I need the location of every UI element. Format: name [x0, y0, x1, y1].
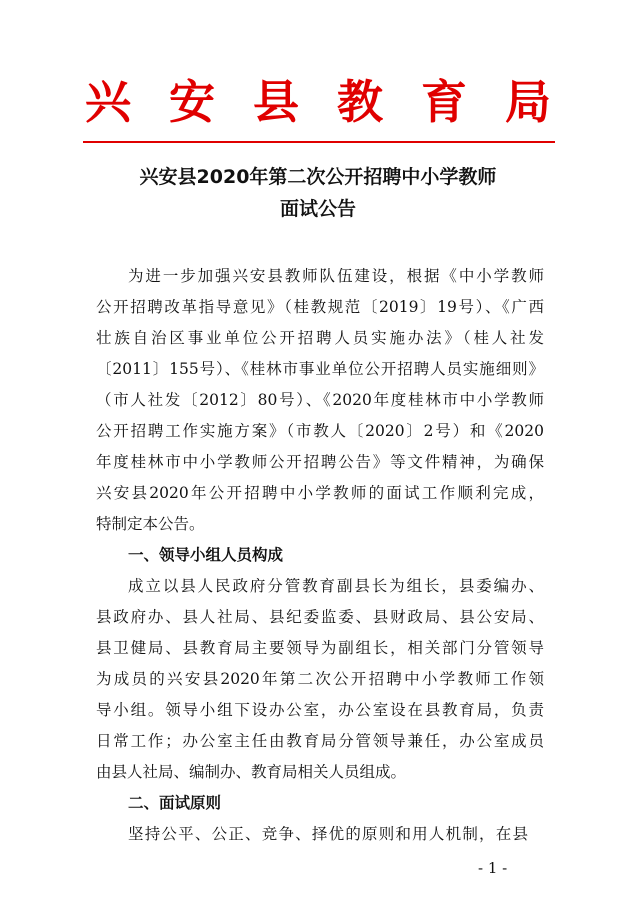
- section-heading-interview-principles: 二、面试原则: [128, 794, 222, 812]
- section-heading-leadership-group: 一、领导小组人员构成: [128, 546, 284, 564]
- paragraph-line: 壮族自治区事业单位公开招聘人员实施办法》（桂人社发: [96, 329, 544, 347]
- letterhead-red-rule: [83, 141, 555, 143]
- document-title-line-1: 兴安县2020年第二次公开招聘中小学教师: [139, 166, 497, 188]
- letterhead-title: 兴安县教育局: [85, 75, 589, 129]
- paragraph-line: 为成员的兴安县2020年第二次公开招聘中小学教师工作领: [96, 670, 544, 688]
- paragraph-line: 日常工作；办公室主任由教育局分管领导兼任，办公室成员: [96, 732, 544, 750]
- paragraph-line: 成立以县人民政府分管教育副县长为组长，县委编办、: [128, 577, 544, 595]
- paragraph-line: 县政府办、县人社局、县纪委监委、县财政局、县公安局、: [96, 608, 544, 626]
- paragraph-line: 公开招聘工作实施方案》（市教人〔2020〕2号）和《2020: [96, 422, 544, 440]
- document-title-line-2: 面试公告: [279, 198, 356, 220]
- paragraph-line: 坚持公平、公正、竞争、择优的原则和用人机制，在县: [128, 825, 528, 843]
- page-number: - 1 -: [478, 859, 508, 877]
- paragraph-line: 公开招聘改革指导意见》（桂教规范〔2019〕19号）、《广西: [96, 298, 544, 316]
- paragraph-line: 〔2011〕155号）、《桂林市事业单位公开招聘人员实施细则》: [96, 360, 544, 378]
- paragraph-line: （市人社发〔2012〕80号）、《2020年度桂林市中小学教师: [96, 391, 544, 409]
- paragraph-line: 由县人社局、编制办、教育局相关人员组成。: [96, 763, 407, 781]
- paragraph-line: 年度桂林市中小学教师公开招聘公告》等文件精神，为确保: [96, 453, 544, 471]
- paragraph-line: 兴安县2020年公开招聘中小学教师的面试工作顺利完成，: [96, 484, 544, 502]
- paragraph-line: 特制定本公告。: [96, 515, 205, 533]
- paragraph-line: 县卫健局、县教育局主要领导为副组长，相关部门分管领导: [96, 639, 544, 657]
- paragraph-line: 导小组。领导小组下设办公室，办公室设在县教育局，负责: [96, 701, 544, 719]
- paragraph-line: 为进一步加强兴安县教师队伍建设，根据《中小学教师: [128, 267, 544, 285]
